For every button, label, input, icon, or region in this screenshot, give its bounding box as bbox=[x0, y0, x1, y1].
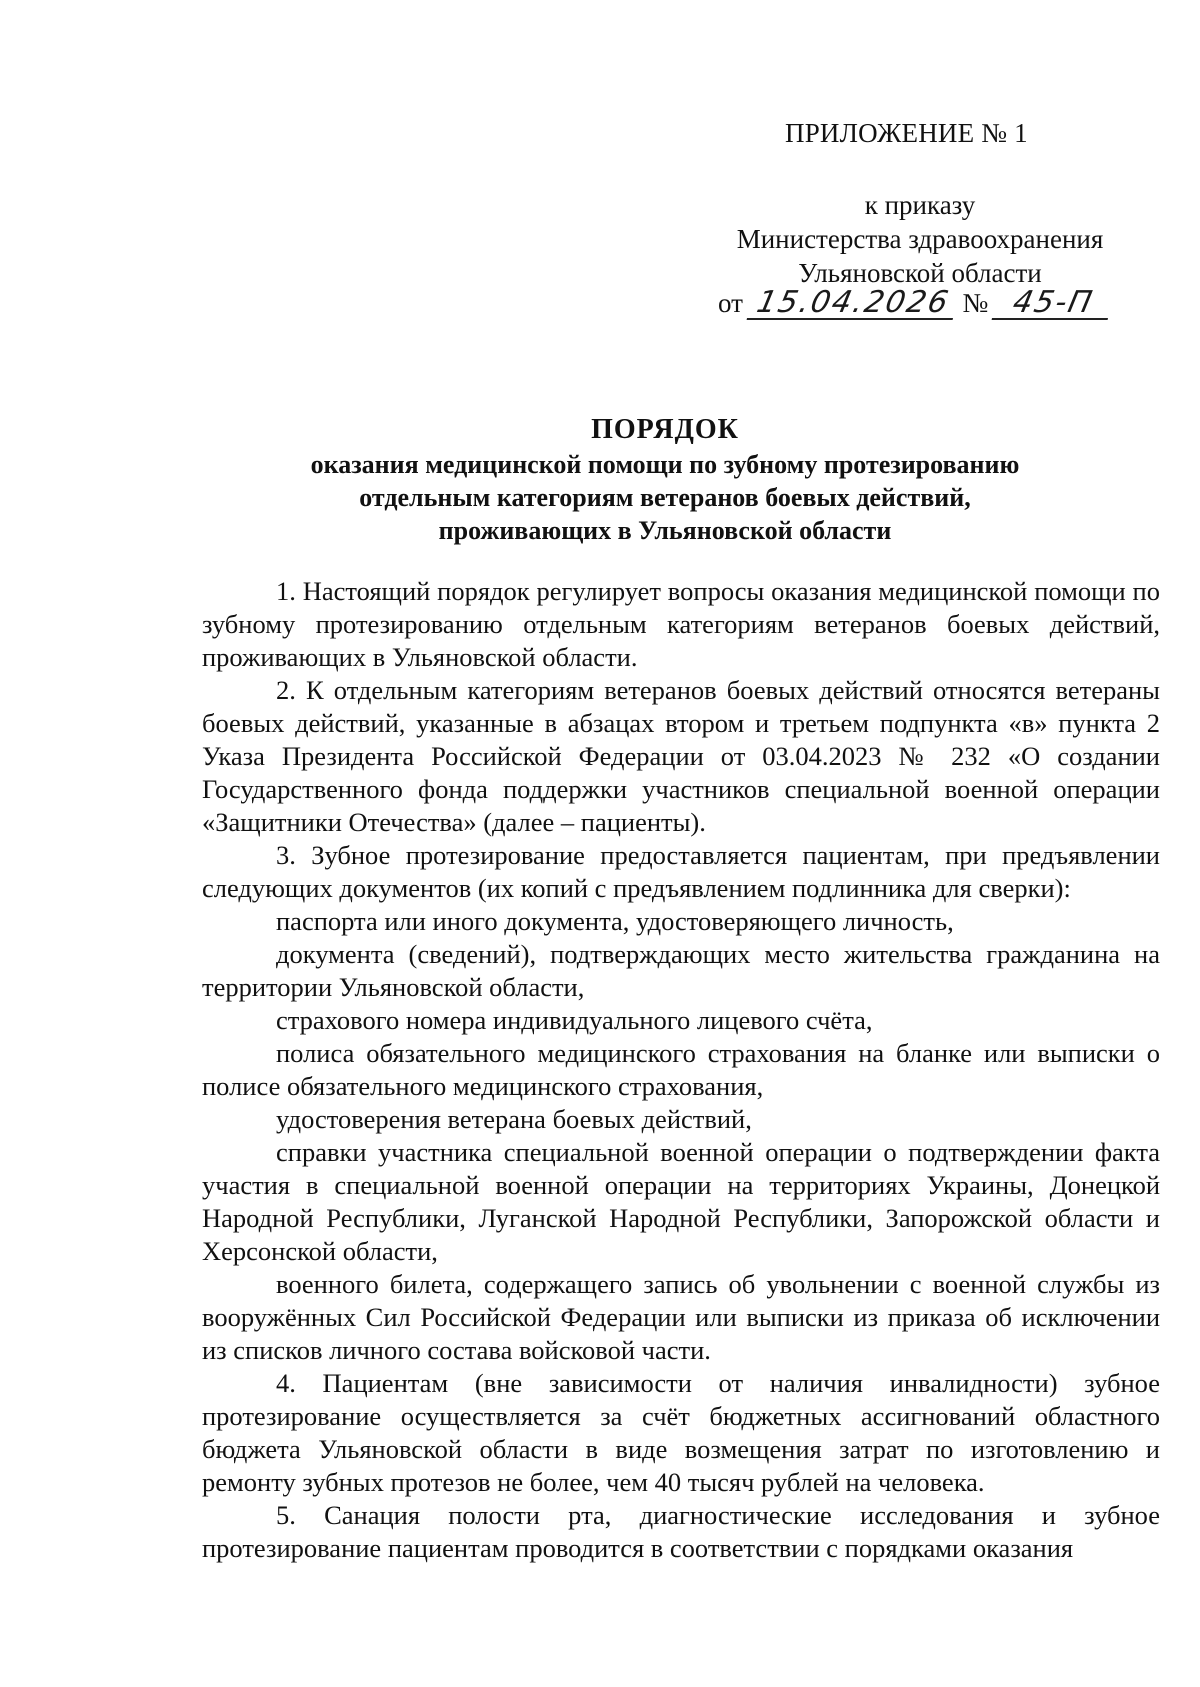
heading-sub-line2: отдельным категориям ветеранов боевых действий, bbox=[359, 483, 971, 512]
heading-sub-line3: проживающих в Ульяновской области bbox=[438, 516, 892, 545]
paragraph-3-item: паспорта или иного документа, удостоверяющего личность, bbox=[276, 906, 954, 936]
order-date-number-line bbox=[718, 285, 1111, 320]
paragraph-3-item: документа (сведений), подтверждающих место жительства гражданина на территории Ульяновской области, bbox=[202, 939, 1160, 1002]
handwritten-date: 15.04.2026 bbox=[746, 288, 959, 320]
paragraph-3-item: полиса обязательного медицинского страхования на бланке или выписки о полисе обязательного медицинского страхования, bbox=[202, 1038, 1160, 1101]
order-ref-line3: Ульяновской области bbox=[798, 258, 1042, 288]
paragraph-3-item: удостоверения ветерана боевых действий, bbox=[276, 1104, 752, 1134]
heading-main: ПОРЯДОК bbox=[591, 414, 739, 445]
document-body bbox=[202, 575, 1160, 1565]
date-prefix: от bbox=[718, 288, 743, 318]
heading-sub-line1: оказания медицинской помощи по зубному протезированию bbox=[310, 450, 1020, 479]
order-reference bbox=[700, 188, 1140, 290]
appendix-title: ПРИЛОЖЕНИЕ № 1 bbox=[785, 118, 1028, 148]
paragraph-3-item: справки участника специальной военной операции о подтверждении факта участия в специальной военной операции на территориях Украины, Донецкой Народной Республики, Луганской Народной Республики, Запорожской области и Херсонской области, bbox=[202, 1137, 1160, 1266]
order-ref-line1: к приказу bbox=[864, 190, 976, 220]
order-ref-line2: Министерства здравоохранения bbox=[736, 224, 1104, 254]
number-sign: № bbox=[962, 288, 989, 318]
handwritten-number: 45-П bbox=[992, 288, 1115, 320]
paragraph-3-item: военного билета, содержащего запись об увольнении с военной службы из вооружённых Сил Российской Федерации или выписки из приказа об исключении из списков личного состава войсковой части. bbox=[202, 1269, 1160, 1365]
paragraph-3-item: страхового номера индивидуального лицевого счёта, bbox=[276, 1005, 873, 1035]
paragraph-1: 1. Настоящий порядок регулирует вопросы оказания медицинской помощи по зубному протезированию отдельным категориям ветеранов боевых действий, проживающих в Ульяновской области. bbox=[202, 576, 1160, 672]
paragraph-3: 3. Зубное протезирование предоставляется пациентам, при предъявлении следующих документов (их копий с предъявлением подлинника для сверки): bbox=[202, 840, 1160, 903]
paragraph-2: 2. К отдельным категориям ветеранов боевых действий относятся ветераны боевых действий, указанные в абзацах втором и третьем подпункта «в» пункта 2 Указа Президента Российской Федерации от 03.04.2023 № 232 «О создании Государственного фонда поддержки участников специальной военной операции «Защитники Отечества» (далее – пациенты). bbox=[202, 675, 1160, 837]
paragraph-5: 5. Санация полости рта, диагностические исследования и зубное протезирование пациентам проводится в соответствии с порядками оказания bbox=[202, 1500, 1160, 1563]
document-heading bbox=[130, 412, 1200, 547]
paragraph-4: 4. Пациентам (вне зависимости от наличия инвалидности) зубное протезирование осуществляется за счёт бюджетных ассигнований областного бюджета Ульяновской области в виде возмещения затрат по изготовлению и ремонту зубных протезов не более, чем 40 тысяч рублей на человека. bbox=[202, 1368, 1160, 1497]
